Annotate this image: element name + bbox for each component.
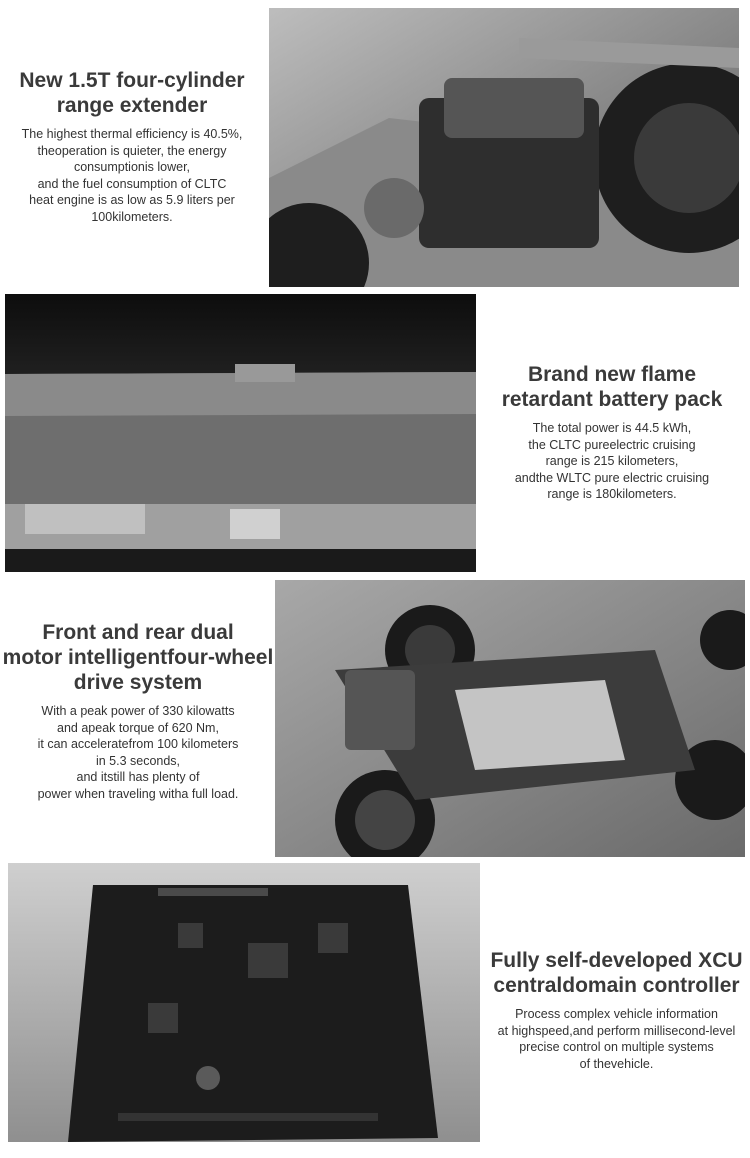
battery-pack-body: [483, 420, 741, 503]
battery-pack-title: [483, 362, 741, 412]
body-line: theoperation is quieter, the energy: [37, 143, 227, 158]
title-line: retardant battery pack: [501, 388, 723, 411]
body-line: it can acceleratefrom 100 kilometers: [37, 737, 239, 751]
body-line: precise control on multiple systems: [519, 1040, 714, 1054]
body-line: and apeak torque of 620 Nm,: [57, 720, 219, 735]
body-line: and itstill has plenty of: [76, 770, 200, 784]
circuit-board-photo: [8, 863, 480, 1142]
body-line: of thevehicle.: [579, 1056, 654, 1071]
body-line: at highspeed,and perform millisecond-level: [497, 1023, 736, 1038]
body-line: 100kilometers.: [91, 209, 173, 224]
section-battery-pack: [0, 290, 750, 580]
body-line: With a peak power of 330 kilowatts: [41, 704, 235, 718]
body-line: heat engine is as low as 5.9 liters per: [29, 193, 235, 207]
body-line: range is 180kilometers.: [547, 487, 677, 501]
body-line: The highest thermal efficiency is 40.5%,: [21, 127, 243, 141]
body-line: range is 215 kilometers,: [545, 454, 679, 468]
range-extender-title: [0, 68, 264, 118]
range-extender-body: [0, 126, 264, 225]
title-line: motor intelligentfour-wheel: [2, 646, 274, 669]
title-line: Fully self-developed XCU: [490, 949, 743, 972]
body-line: power when traveling witha full load.: [37, 786, 239, 801]
title-line: range extender: [56, 94, 208, 117]
body-line: in 5.3 seconds,: [95, 753, 181, 768]
engine-photo: [269, 8, 739, 287]
dual-motor-body: [0, 703, 276, 802]
body-line: the CLTC pureelectric cruising: [528, 437, 696, 452]
title-line: drive system: [73, 671, 203, 694]
battery-photo: [5, 294, 476, 572]
body-line: The total power is 44.5 kWh,: [532, 421, 692, 435]
body-line: consumptionis lower,: [73, 160, 191, 174]
dual-motor-title: [0, 620, 276, 695]
xcu-controller-body: [484, 1006, 749, 1072]
title-line: centraldomain controller: [493, 974, 740, 997]
body-line: Process complex vehicle information: [515, 1007, 718, 1021]
xcu-controller-text: [484, 948, 749, 1072]
title-line: Front and rear dual: [42, 621, 234, 644]
title-line: Brand new flame: [527, 363, 697, 386]
battery-pack-text: [483, 362, 741, 503]
body-line: andthe WLTC pure electric cruising: [514, 470, 710, 485]
dual-motor-text: [0, 620, 276, 802]
body-line: and the fuel consumption of CLTC: [37, 176, 227, 191]
xcu-controller-title: [484, 948, 749, 998]
section-range-extender: [0, 0, 750, 290]
chassis-photo: [275, 580, 745, 857]
range-extender-text: [0, 68, 264, 225]
title-line: New 1.5T four-cylinder: [19, 69, 245, 92]
section-dual-motor: [0, 575, 750, 865]
section-xcu-controller: [0, 860, 750, 1158]
